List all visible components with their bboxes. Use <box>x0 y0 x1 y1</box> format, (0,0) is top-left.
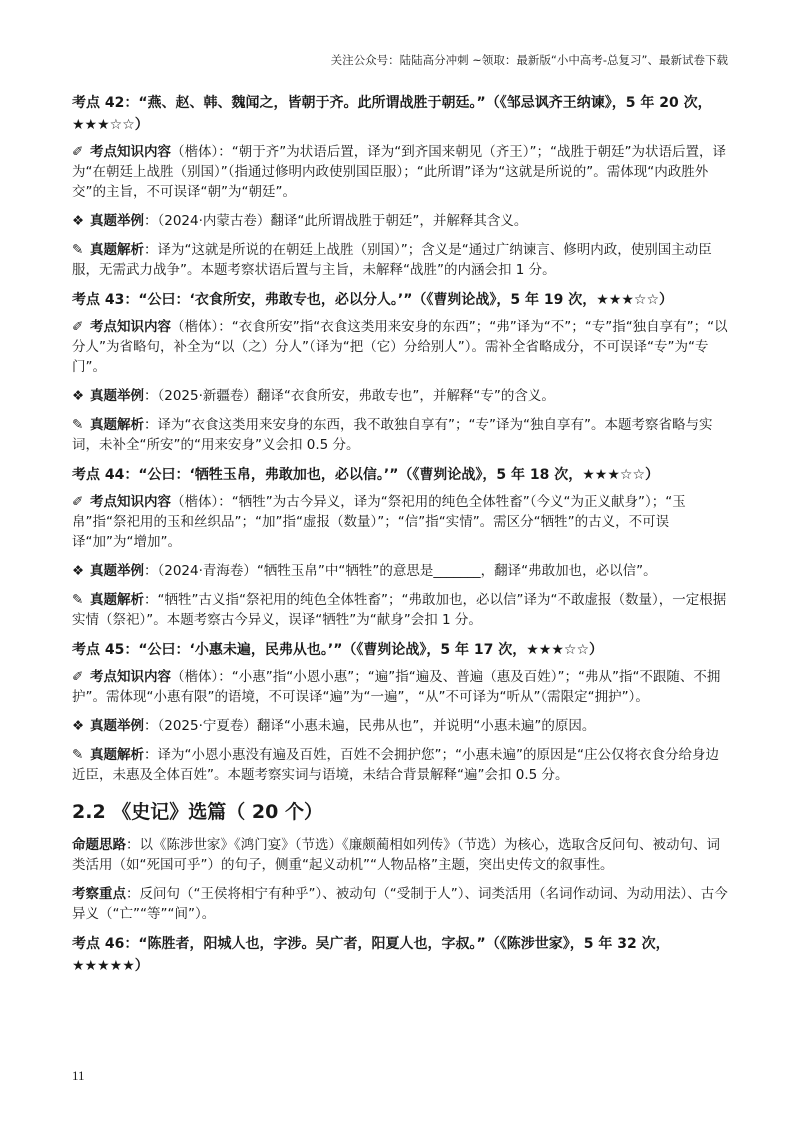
pencil-icon: ✐ <box>72 319 84 335</box>
section-focus-label: 考察重点 <box>72 886 126 902</box>
exam-point-43 <box>72 289 728 455</box>
analysis-paragraph <box>72 745 728 785</box>
analysis-text: ：译为“衣食这类用来安身的东西，我不敢独自享有”；“专”译为“独自享有”。本题考察省略与实词，未补全“所安”的“用来安身”义会扣 0.5 分。 <box>72 417 713 453</box>
writing-hand-icon: ✎ <box>72 592 84 608</box>
exam-point-44 <box>72 464 728 630</box>
pencil-icon: ✐ <box>72 494 84 510</box>
analysis-text: ：译为“小恩小惠没有遍及百姓，百姓不会拥护您”；“小惠未遍”的原因是“庄公仅将衣食分给身边近臣，未惠及全体百姓”。本题考察实词与语境，未结合背景解释“遍”会扣 0.5 分。 <box>72 747 719 783</box>
diamond-bullet-icon: ❖ <box>72 388 85 404</box>
section-heading: 2.2 《史记》选篇（ 20 个） <box>72 801 323 823</box>
example-text: ：（2025·新疆卷）翻译“衣食所安，弗敢专也”，并解释“专”的含义。 <box>144 388 555 404</box>
analysis-label: 真题解析 <box>90 747 144 763</box>
knowledge-label: 考点知识内容 <box>90 669 171 685</box>
exam-point-45 <box>72 639 728 785</box>
analysis-label: 真题解析 <box>90 417 144 433</box>
exam-point-title: 考点 43：“公曰：‘衣食所安，弗敢专也，必以分人。’”（《曹刿论战》，5 年 19 次，★★★☆☆） <box>72 292 673 308</box>
analysis-paragraph <box>72 590 728 630</box>
pencil-icon: ✐ <box>72 669 84 685</box>
knowledge-text: （楷体）：“小惠”指“小恩小惠”；“遍”指“遍及、普遍（惠及百姓）”；“弗从”指“不跟随、不拥护”。需体现“小惠有限”的语境，不可误译“遍”为“一遍”，“从”不可译为“听从”（需限定“拥护”）。 <box>72 669 721 705</box>
example-paragraph <box>72 211 728 231</box>
pencil-icon: ✐ <box>72 144 84 160</box>
analysis-label: 真题解析 <box>90 242 144 258</box>
section-focus-text: ：反问句（“王侯将相宁有种乎”）、被动句（“受制于人”）、词类活用（名词作动词、为动用法）、古今异义（“亡”“等”“间”）。 <box>72 886 728 922</box>
diamond-bullet-icon: ❖ <box>72 213 85 229</box>
exam-point-title: 考点 42：“燕、赵、韩、魏闻之，皆朝于齐。此所谓战胜于朝廷。”（《邹忌讽齐王纳谏》，5 年 20 次，★★★☆☆） <box>72 95 712 133</box>
diamond-bullet-icon: ❖ <box>72 563 85 579</box>
knowledge-label: 考点知识内容 <box>90 144 171 160</box>
section-focus-paragraph <box>72 884 728 924</box>
knowledge-paragraph <box>72 492 728 552</box>
example-label: 真题举例 <box>90 563 144 579</box>
section-idea-paragraph <box>72 835 728 875</box>
analysis-text: ：“牺牲”古义指“祭祀用的纯色全体牲畜”；“弗敢加也，必以信”译为“不敢虚报（数量），一定根据实情（祭祀）”。本题考察古今异义，误译“牺牲”为“献身”会扣 1 分。 <box>72 592 727 628</box>
example-paragraph <box>72 386 728 406</box>
example-text: ：（2024·青海卷）“牺牲玉帛”中“牺牲”的意思是_______，翻译“弗敢加也，必以信”。 <box>144 563 657 579</box>
example-text: ：（2025·宁夏卷）翻译“小惠未遍，民弗从也”，并说明“小惠未遍”的原因。 <box>144 718 596 734</box>
example-text: ：（2024·内蒙古卷）翻译“此所谓战胜于朝廷”，并解释其含义。 <box>144 213 528 229</box>
example-paragraph <box>72 561 728 581</box>
writing-hand-icon: ✎ <box>72 242 84 258</box>
page-content <box>72 92 728 983</box>
page-header: 关注公众号：陆陆高分冲刺 ~领取：最新版“小中高考-总复习”、最新试卷下载 <box>330 53 728 67</box>
example-label: 真题举例 <box>90 718 144 734</box>
writing-hand-icon: ✎ <box>72 417 84 433</box>
page-number: 11 <box>72 1068 85 1083</box>
analysis-text: ：译为“这就是所说的在朝廷上战胜（别国）”；含义是“通过广纳谏言、修明内政，使别国主动臣服，无需武力战争”。本题考察状语后置与主旨，未解释“战胜”的内涵会扣 1 分。 <box>72 242 712 278</box>
knowledge-text: （楷体）：“朝于齐”为状语后置，译为“到齐国来朝见（齐王）”；“战胜于朝廷”为状语后置，译为“在朝廷上战胜（别国）”（指通过修明内政使别国臣服）；“此所谓”译为“这就是所说的”。需体现“内政胜外交”的主旨，不可误译“朝”为“朝廷”。 <box>72 144 726 200</box>
section-idea-text: ：以《陈涉世家》《鸿门宴》（节选）《廉颇蔺相如列传》（节选）为核心，选取含反问句、被动句、词类活用（如“死国可乎”）的句子，侧重“起义动机”“人物品格”主题，突出史传文的叙事性。 <box>72 837 720 873</box>
example-paragraph <box>72 716 728 736</box>
example-label: 真题举例 <box>90 388 144 404</box>
knowledge-text: （楷体）：“衣食所安”指“衣食这类用来安身的东西”；“弗”译为“不”；“专”指“独自享有”；“以分人”为省略句，补全为“以（之）分人”（译为“把（它）分给别人”）。需补全省略成分，不可误译“专”为“专门”。 <box>72 319 728 375</box>
knowledge-paragraph <box>72 142 728 202</box>
exam-point-42 <box>72 92 728 280</box>
writing-hand-icon: ✎ <box>72 747 84 763</box>
exam-point-title: 考点 45：“公曰：‘小惠未遍，民弗从也。’”（《曹刿论战》，5 年 17 次，★★★☆☆） <box>72 642 603 658</box>
analysis-paragraph <box>72 415 728 455</box>
knowledge-label: 考点知识内容 <box>90 319 171 335</box>
section-idea-label: 命题思路 <box>72 837 126 853</box>
exam-point-title: 考点 44：“公曰：‘牺牲玉帛，弗敢加也，必以信。’”（《曹刿论战》，5 年 18 次，★★★☆☆） <box>72 467 659 483</box>
knowledge-text: （楷体）：“牺牲”为古今异义，译为“祭祀用的纯色全体牲畜”（今义“为正义献身”）；“玉帛”指“祭祀用的玉和丝织品”；“加”指“虚报（数量）”；“信”指“实情”。需区分“牺牲”的古义，不可误译“加”为“增加”。 <box>72 494 686 550</box>
example-label: 真题举例 <box>90 213 144 229</box>
exam-point-46-title: 考点 46：“陈胜者，阳城人也，字涉。吴广者，阳夏人也，字叔。”（《陈涉世家》，5 年 32 次，★★★★★） <box>72 936 670 974</box>
analysis-label: 真题解析 <box>90 592 144 608</box>
knowledge-paragraph <box>72 667 728 707</box>
diamond-bullet-icon: ❖ <box>72 718 85 734</box>
analysis-paragraph <box>72 240 728 280</box>
knowledge-paragraph <box>72 317 728 377</box>
knowledge-label: 考点知识内容 <box>90 494 171 510</box>
